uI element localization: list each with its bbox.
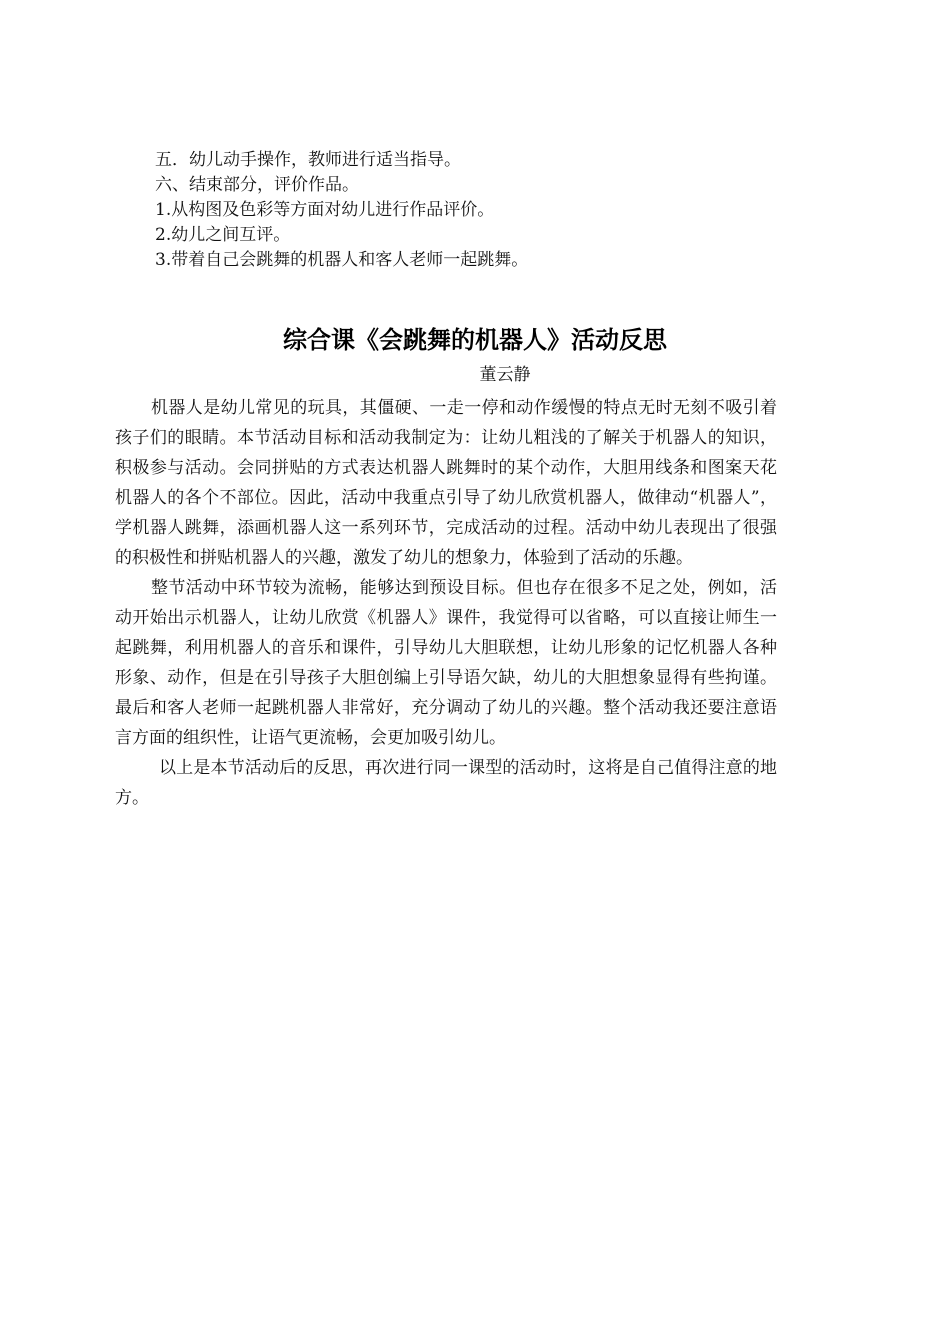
step-item: 五．幼儿动手操作，教师进行适当指导。	[155, 150, 461, 170]
body-paragraph: 整节活动中环节较为流畅，能够达到预设目标。但也存在很多不足之处，例如，活动开始出示机器人，让幼儿欣赏《机器人》课件，我觉得可以省略，可以直接让师生一起跳舞，利用机器人的音乐和课件，引导幼儿大胆联想，让幼儿形象的记忆机器人各种形象、动作，但是在引导孩子大胆创编上引导语欠缺，幼儿的大胆想象显得有些拘谨。最后和客人老师一起跳机器人非常好，充分调动了幼儿的兴趣。整个活动我还要注意语言方面的组织性，让语气更流畅，会更加吸引幼儿。	[115, 578, 777, 748]
activity-steps	[155, 148, 795, 273]
step-item: 2.幼儿之间互评。	[155, 225, 291, 245]
body-paragraph: 以上是本节活动后的反思，再次进行同一课型的活动时，这将是自己值得注意的地方。	[115, 758, 777, 808]
step-item: 3.带着自己会跳舞的机器人和客人老师一起跳舞。	[155, 250, 529, 270]
body-paragraph: 机器人是幼儿常见的玩具，其僵硬、一走一停和动作缓慢的特点无时无刻不吸引着孩子们的眼睛。本节活动目标和活动我制定为：让幼儿粗浅的了解关于机器人的知识，积极参与活动。会同拼贴的方式表达机器人跳舞时的某个动作，大胆用线条和图案天花机器人的各个不部位。因此，活动中我重点引导了幼儿欣赏机器人，做律动“机器人”，学机器人跳舞，添画机器人这一系列环节，完成活动的过程。活动中幼儿表现出了很强的积极性和拼贴机器人的兴趣，激发了幼儿的想象力，体验到了活动的乐趣。	[115, 398, 777, 568]
reflection-body	[115, 393, 777, 813]
step-item: 1.从构图及色彩等方面对幼儿进行作品评价。	[155, 200, 495, 220]
reflection-title: 综合课《会跳舞的机器人》活动反思	[283, 326, 667, 354]
author-name: 董云静	[479, 365, 531, 385]
step-item: 六、结束部分，评价作品。	[155, 175, 359, 195]
